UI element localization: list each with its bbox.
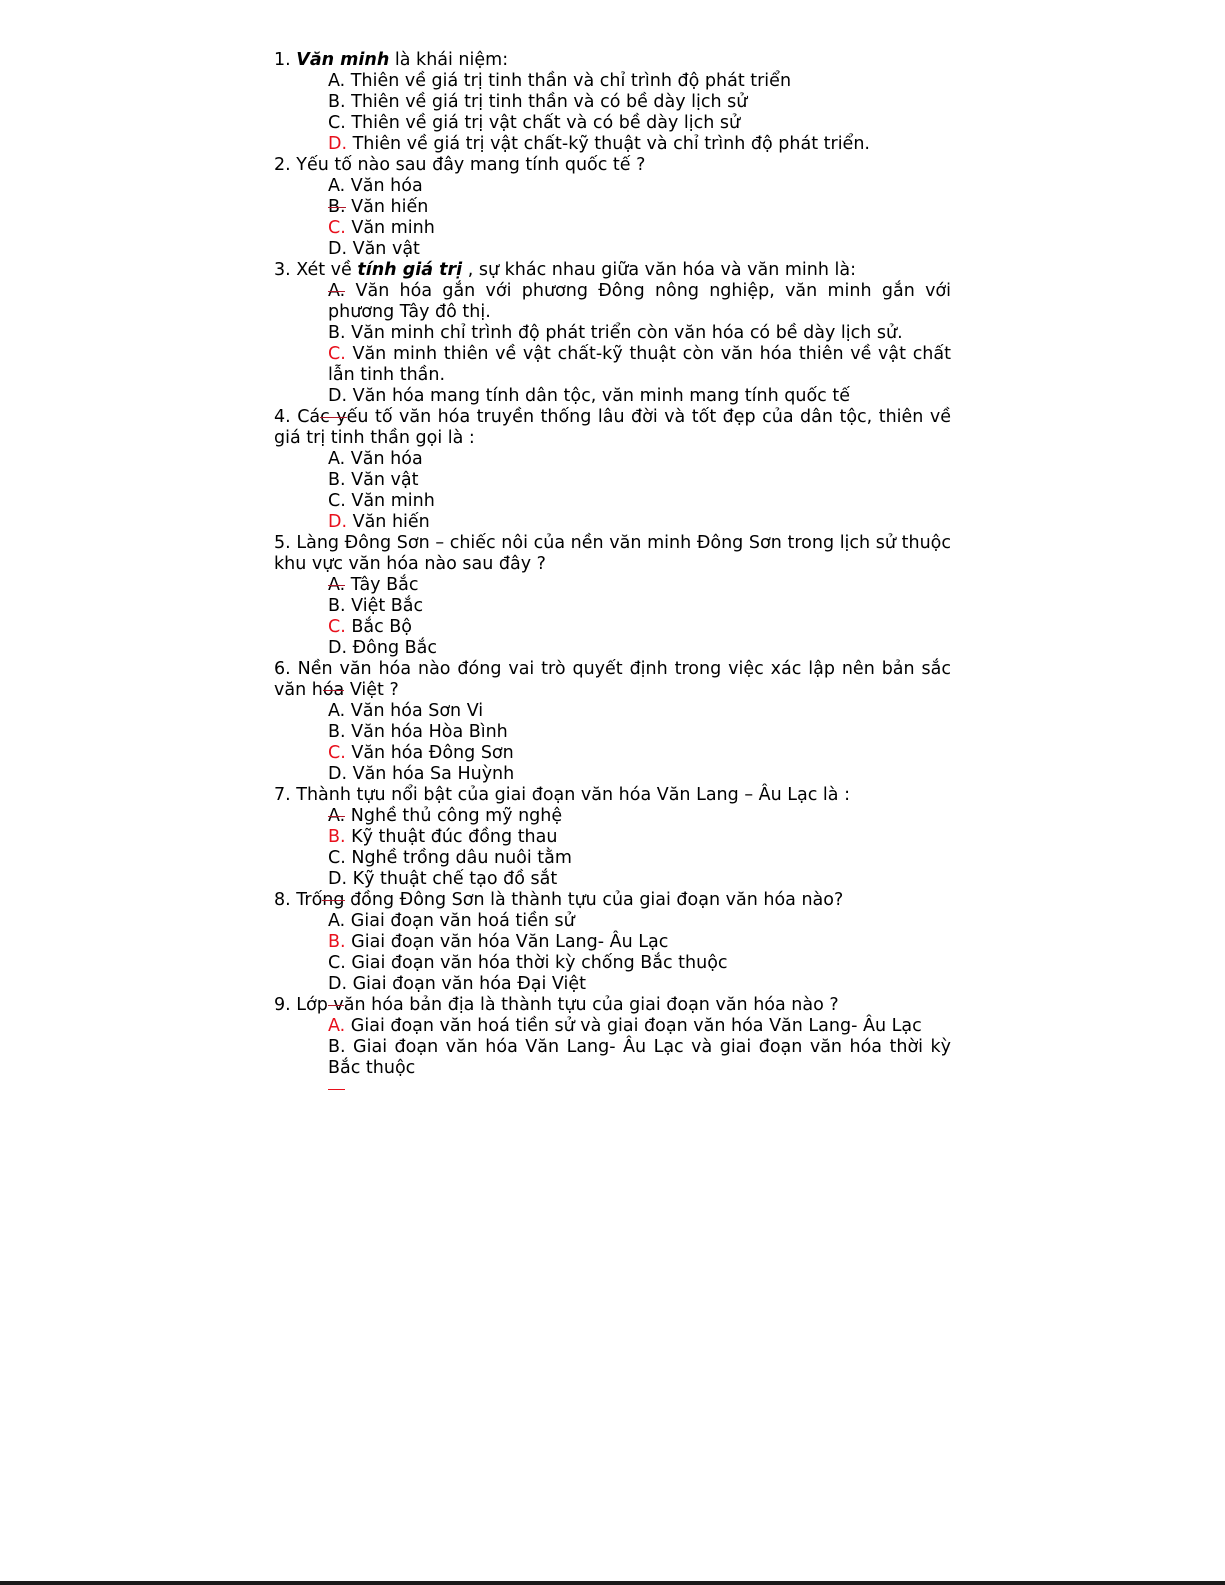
answer-option	[274, 344, 951, 386]
correct-option-letter: D.	[328, 134, 348, 154]
option-letter: C.	[328, 848, 346, 868]
struck-option-letter: A.	[328, 281, 346, 301]
answer-option	[274, 197, 951, 218]
answer-option	[274, 701, 951, 722]
answer-option	[274, 386, 951, 407]
answer-option	[274, 113, 951, 134]
struck-option-letter: A.	[328, 575, 346, 595]
answer-option	[274, 617, 951, 638]
correct-option-letter: B.	[328, 827, 346, 847]
answer-option	[274, 953, 951, 974]
question-7	[274, 785, 951, 806]
option-letter: A.	[328, 71, 346, 91]
answer-option	[274, 1016, 951, 1037]
struck-text: v	[327, 995, 344, 1015]
option-text: Giai đoạn văn hoá tiền sử	[345, 911, 575, 931]
option-text: Văn hóa Sơn Vi	[345, 701, 484, 721]
answer-option	[274, 218, 951, 239]
option-text: Tây Bắc	[345, 575, 419, 595]
option-text: Văn hóa Hòa Bình	[345, 722, 508, 742]
option-text: Giai đoạn văn hóa Văn Lang- Âu Lạc và giai đoạn văn hóa thời kỳ Bắc thuộc	[328, 1037, 951, 1078]
question-1	[274, 50, 951, 71]
answer-option	[274, 71, 951, 92]
option-text: Kỹ thuật đúc đồng thau	[345, 827, 558, 847]
option-text: Văn hóa	[345, 176, 423, 196]
correct-option-letter: C.	[328, 743, 346, 763]
question-text: Xét về	[290, 260, 358, 280]
correct-option-letter: D.	[328, 512, 348, 532]
answer-option	[274, 512, 951, 533]
option-letter: B.	[328, 323, 346, 343]
option-text: Thiên về giá trị tinh thần và có bề dày lịch sử	[345, 92, 748, 112]
question-number: 9.	[274, 995, 291, 1015]
struck-text: óa	[322, 680, 345, 700]
correct-option-letter: B.	[328, 932, 346, 952]
red-edit-mark	[328, 1089, 345, 1090]
question-text: Nền văn hóa nào đóng vai trò quyết định trong việc xác lập nên bản sắc văn h	[274, 659, 951, 700]
struck-option-letter: B.	[328, 197, 346, 217]
question-text: Làng Đông Sơn – chiếc nôi của nền văn minh Đông Sơn trong lịch sử thuộc khu vực văn hóa nào sau đây ?	[274, 533, 951, 574]
option-letter: C.	[328, 491, 346, 511]
option-letter: C.	[328, 113, 346, 133]
question-3	[274, 260, 951, 281]
option-text: Văn hóa gắn với phương Đông nông nghiệp, văn minh gắn với phương Tây đô thị.	[328, 281, 951, 322]
option-letter: D.	[328, 974, 348, 994]
question-text: đồng Đông Sơn là thành tựu của giai đoạn văn hóa nào?	[344, 890, 844, 910]
question-number: 5.	[274, 533, 291, 553]
question-emphasis: Văn minh	[296, 50, 390, 70]
answer-option	[274, 239, 951, 260]
question-text: Lớp	[290, 995, 328, 1015]
option-letter: D.	[328, 638, 348, 658]
option-text: Văn hóa	[345, 449, 423, 469]
option-letter: B.	[328, 722, 346, 742]
question-text: Việt ?	[344, 680, 399, 700]
option-letter: A.	[328, 449, 346, 469]
answer-option	[274, 323, 951, 344]
option-letter: D.	[328, 386, 348, 406]
quiz-document	[274, 50, 951, 1079]
option-letter: A.	[328, 911, 346, 931]
option-letter: D.	[328, 239, 348, 259]
option-text: Bắc Bộ	[345, 617, 412, 637]
question-number: 2.	[274, 155, 291, 175]
answer-option	[274, 806, 951, 827]
answer-option	[274, 596, 951, 617]
option-text: Văn hiến	[345, 197, 429, 217]
option-text: Giai đoạn văn hóa Văn Lang- Âu Lạc	[345, 932, 669, 952]
correct-option-letter: C.	[328, 617, 346, 637]
option-text: Thiên về giá trị vật chất-kỹ thuật và chỉ trình độ phát triển.	[347, 134, 870, 154]
question-4	[274, 407, 951, 449]
option-text: Văn minh thiên về vật chất-kỹ thuật còn văn hóa thiên về vật chất lẫn tinh thần.	[328, 344, 951, 385]
answer-option	[274, 491, 951, 512]
answer-option	[274, 92, 951, 113]
option-text: Nghề trồng dâu nuôi tằm	[345, 848, 572, 868]
answer-option	[274, 134, 951, 155]
page-bottom-border	[0, 1581, 1225, 1585]
option-text: Văn minh chỉ trình độ phát triển còn văn hóa có bề dày lịch sử.	[345, 323, 903, 343]
option-text: Văn hiến	[347, 512, 430, 532]
answer-option	[274, 575, 951, 596]
question-number: 3.	[274, 260, 291, 280]
correct-option-letter: A.	[328, 1016, 346, 1036]
correct-option-letter: C.	[328, 344, 346, 364]
answer-option	[274, 848, 951, 869]
option-text: Văn hóa Đông Sơn	[345, 743, 514, 763]
option-text: Đông Bắc	[347, 638, 437, 658]
correct-option-letter: C.	[328, 218, 346, 238]
option-text: Văn hóa Sa Huỳnh	[347, 764, 515, 784]
answer-option	[274, 1037, 951, 1079]
option-letter: B.	[328, 596, 346, 616]
option-text: Văn minh	[345, 491, 435, 511]
answer-option	[274, 827, 951, 848]
option-letter: B.	[328, 1037, 346, 1057]
option-letter: B.	[328, 470, 346, 490]
question-6	[274, 659, 951, 701]
answer-option	[274, 743, 951, 764]
option-text: Kỹ thuật chế tạo đồ sắt	[347, 869, 558, 889]
question-text: ếu tố văn hóa truyền thống lâu đời và tốt đẹp của dân tộc, thiên về giá trị tinh thần gọi là :	[274, 407, 951, 448]
option-text: Giai đoạn văn hóa Đại Việt	[347, 974, 586, 994]
answer-option	[274, 470, 951, 491]
answer-option	[274, 281, 951, 323]
option-text: Văn vật	[347, 239, 420, 259]
question-number: 6.	[274, 659, 291, 679]
answer-option	[274, 932, 951, 953]
option-text: Giai đoạn văn hoá tiền sử và giai đoạn văn hóa Văn Lang- Âu Lạc	[345, 1016, 922, 1036]
question-8	[274, 890, 951, 911]
struck-text: c y	[320, 407, 347, 427]
question-5	[274, 533, 951, 575]
option-text: Giai đoạn văn hóa thời kỳ chống Bắc thuộc	[345, 953, 728, 973]
question-9	[274, 995, 951, 1016]
option-text: Nghề thủ công mỹ nghệ	[345, 806, 563, 826]
option-letter: C.	[328, 953, 346, 973]
answer-option	[274, 869, 951, 890]
option-letter: D.	[328, 869, 348, 889]
question-2	[274, 155, 951, 176]
question-number: 7.	[274, 785, 291, 805]
option-text: Văn hóa mang tính dân tộc, văn minh mang tính quốc tế	[347, 386, 850, 406]
option-text: Việt Bắc	[345, 596, 424, 616]
question-number: 4.	[274, 407, 291, 427]
question-text: Yếu tố nào sau đây mang tính quốc tế ?	[290, 155, 646, 175]
option-text: Văn minh	[345, 218, 435, 238]
question-number: 8.	[274, 890, 291, 910]
question-text: Cá	[290, 407, 321, 427]
option-text: Thiên về giá trị vật chất và có bề dày lịch sử	[345, 113, 741, 133]
question-text: Trố	[290, 890, 323, 910]
answer-option	[274, 176, 951, 197]
answer-option	[274, 449, 951, 470]
answer-option	[274, 638, 951, 659]
option-text: Văn vật	[345, 470, 419, 490]
option-letter: B.	[328, 92, 346, 112]
question-text: Thành tựu nổi bật của giai đoạn văn hóa Văn Lang – Âu Lạc là :	[290, 785, 850, 805]
struck-option-letter: A.	[328, 806, 346, 826]
question-emphasis: tính giá trị	[357, 260, 463, 280]
option-letter: D.	[328, 764, 348, 784]
answer-option	[274, 974, 951, 995]
question-text: ăn hóa bản địa là thành tựu của giai đoạn văn hóa nào ?	[343, 995, 839, 1015]
question-text: , sự khác nhau giữa văn hóa và văn minh là:	[462, 260, 856, 280]
struck-text: ng	[322, 890, 345, 910]
question-number: 1.	[274, 50, 291, 70]
option-text: Thiên về giá trị tinh thần và chỉ trình độ phát triển	[345, 71, 792, 91]
option-letter: A.	[328, 701, 346, 721]
question-text: là khái niệm:	[389, 50, 509, 70]
answer-option	[274, 764, 951, 785]
option-letter: A.	[328, 176, 346, 196]
answer-option	[274, 911, 951, 932]
answer-option	[274, 722, 951, 743]
